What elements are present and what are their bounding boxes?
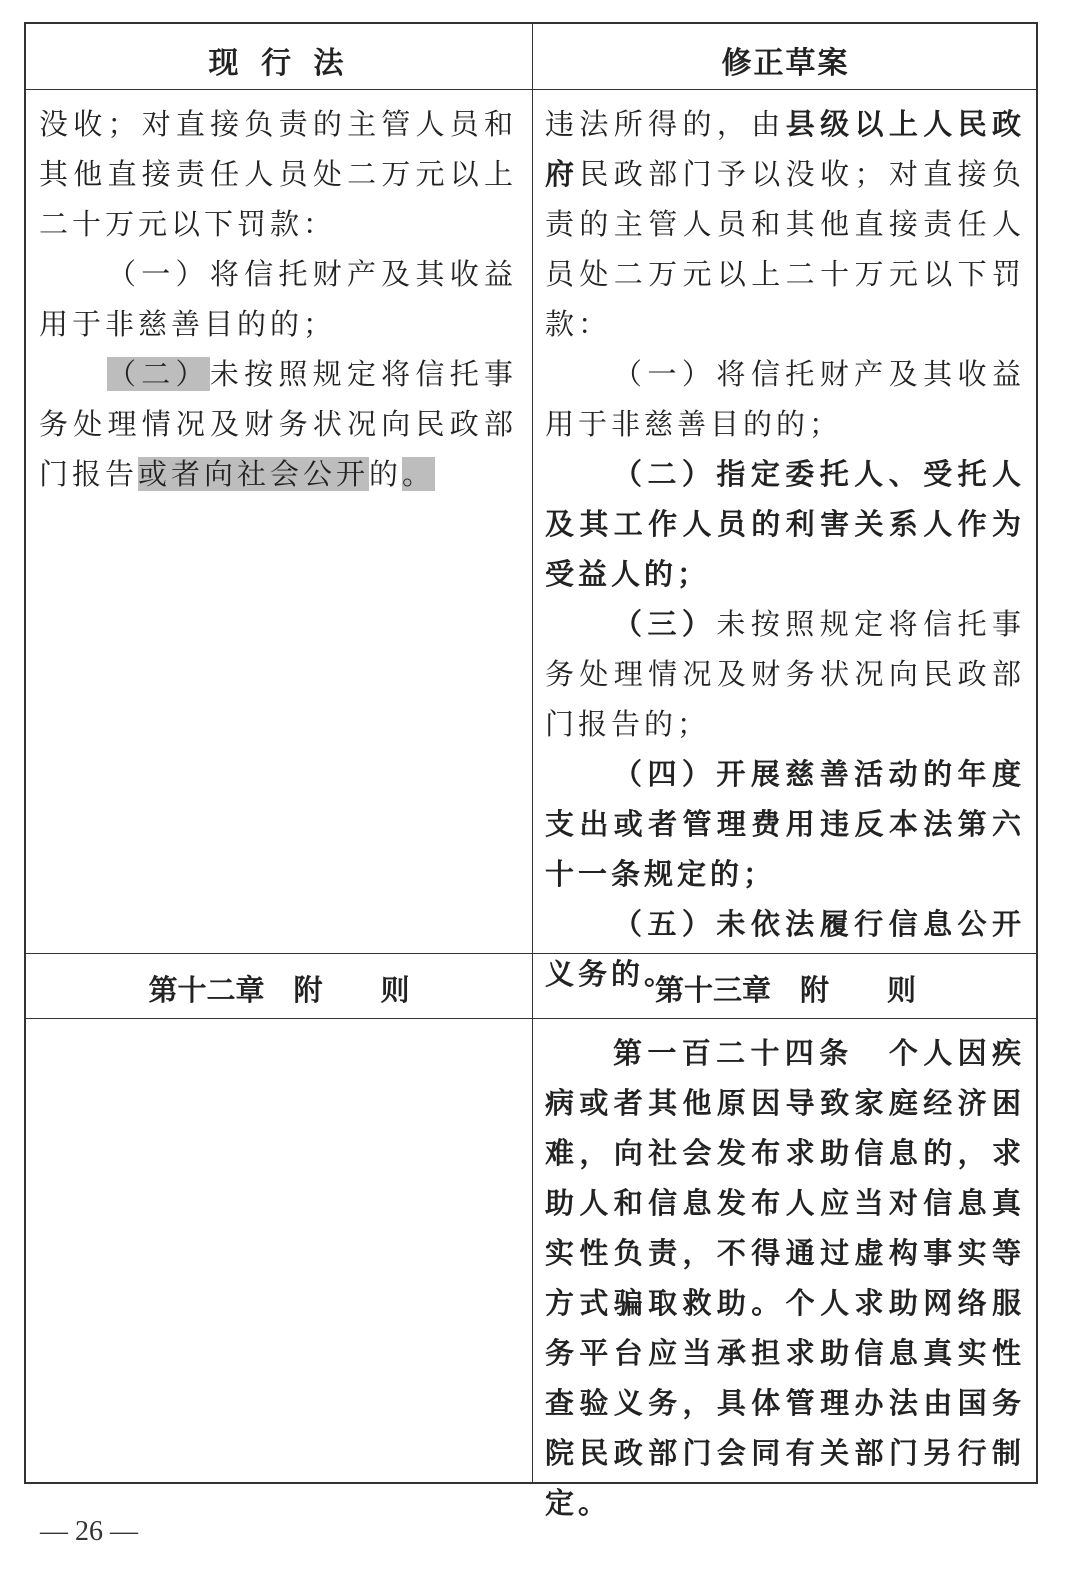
article-number: 第一百二十四条 bbox=[613, 1036, 854, 1070]
current-law-para-3: （二）未按照规定将信托事务处理情况及财务状况向民政部门报告或者向社会公开的。 bbox=[39, 357, 517, 491]
header-draft-amendment: 修正草案 bbox=[721, 46, 850, 81]
page-number: — 26 — bbox=[40, 1516, 138, 1547]
deleted-highlight: 。 bbox=[402, 457, 436, 491]
header-divider bbox=[26, 89, 1036, 90]
draft-para-1: 违法所得的，由县级以上人民政府民政部门予以没收；对直接负责的主管人员和其他直接责任人员处二万元以上二十万元以下罚款： bbox=[545, 107, 1025, 341]
deleted-highlight: 或者向社会公开 bbox=[138, 457, 370, 491]
chapter-heading-current: 第十二章 附 则 bbox=[148, 973, 410, 1007]
new-article-paragraph bbox=[545, 1028, 1025, 1528]
current-law-para-1: 没收；对直接负责的主管人员和其他直接责任人员处二万元以上二十万元以下罚款： bbox=[39, 107, 517, 241]
deleted-highlight: （二） bbox=[107, 357, 210, 391]
new-article-cell bbox=[545, 1028, 1025, 1528]
current-law-para-2: （一）将信托财产及其收益用于非慈善目的的； bbox=[39, 257, 517, 341]
added-text: 县级以上人民政府 bbox=[545, 107, 1025, 191]
column-divider bbox=[532, 24, 533, 1482]
header-current-law: 现 行 法 bbox=[208, 46, 350, 81]
draft-amendment-cell bbox=[545, 99, 1025, 999]
comparison-table bbox=[24, 22, 1038, 1520]
added-text: （三） bbox=[613, 607, 717, 641]
draft-para-5: （四）开展慈善活动的年度支出或者管理费用违反本法第六十一条规定的； bbox=[545, 757, 1025, 891]
draft-para-4: （三）未按照规定将信托事务处理情况及财务状况向民政部门报告的； bbox=[545, 607, 1025, 741]
article-body: 个人因疾病或者其他原因导致家庭经济困难，向社会发布求助信息的，求助人和信息发布人应当对信息真实性负责，不得通过虚构事实等方式骗取救助。个人求助网络服务平台应当承担求助信息真实性查验义务，具体管理办法由国务院民政部门会同有关部门另行制定。 bbox=[545, 1036, 1025, 1520]
row-divider-2 bbox=[26, 1018, 1036, 1019]
draft-para-3: （二）指定委托人、受托人及其工作人员的利害关系人作为受益人的； bbox=[545, 457, 1025, 591]
current-law-cell bbox=[39, 99, 517, 499]
draft-para-6: （五）未依法履行信息公开义务的。 bbox=[545, 907, 1025, 991]
chapter-heading-draft: 第十三章 附 则 bbox=[654, 973, 916, 1007]
draft-para-2: （一）将信托财产及其收益用于非慈善目的的； bbox=[545, 357, 1025, 441]
